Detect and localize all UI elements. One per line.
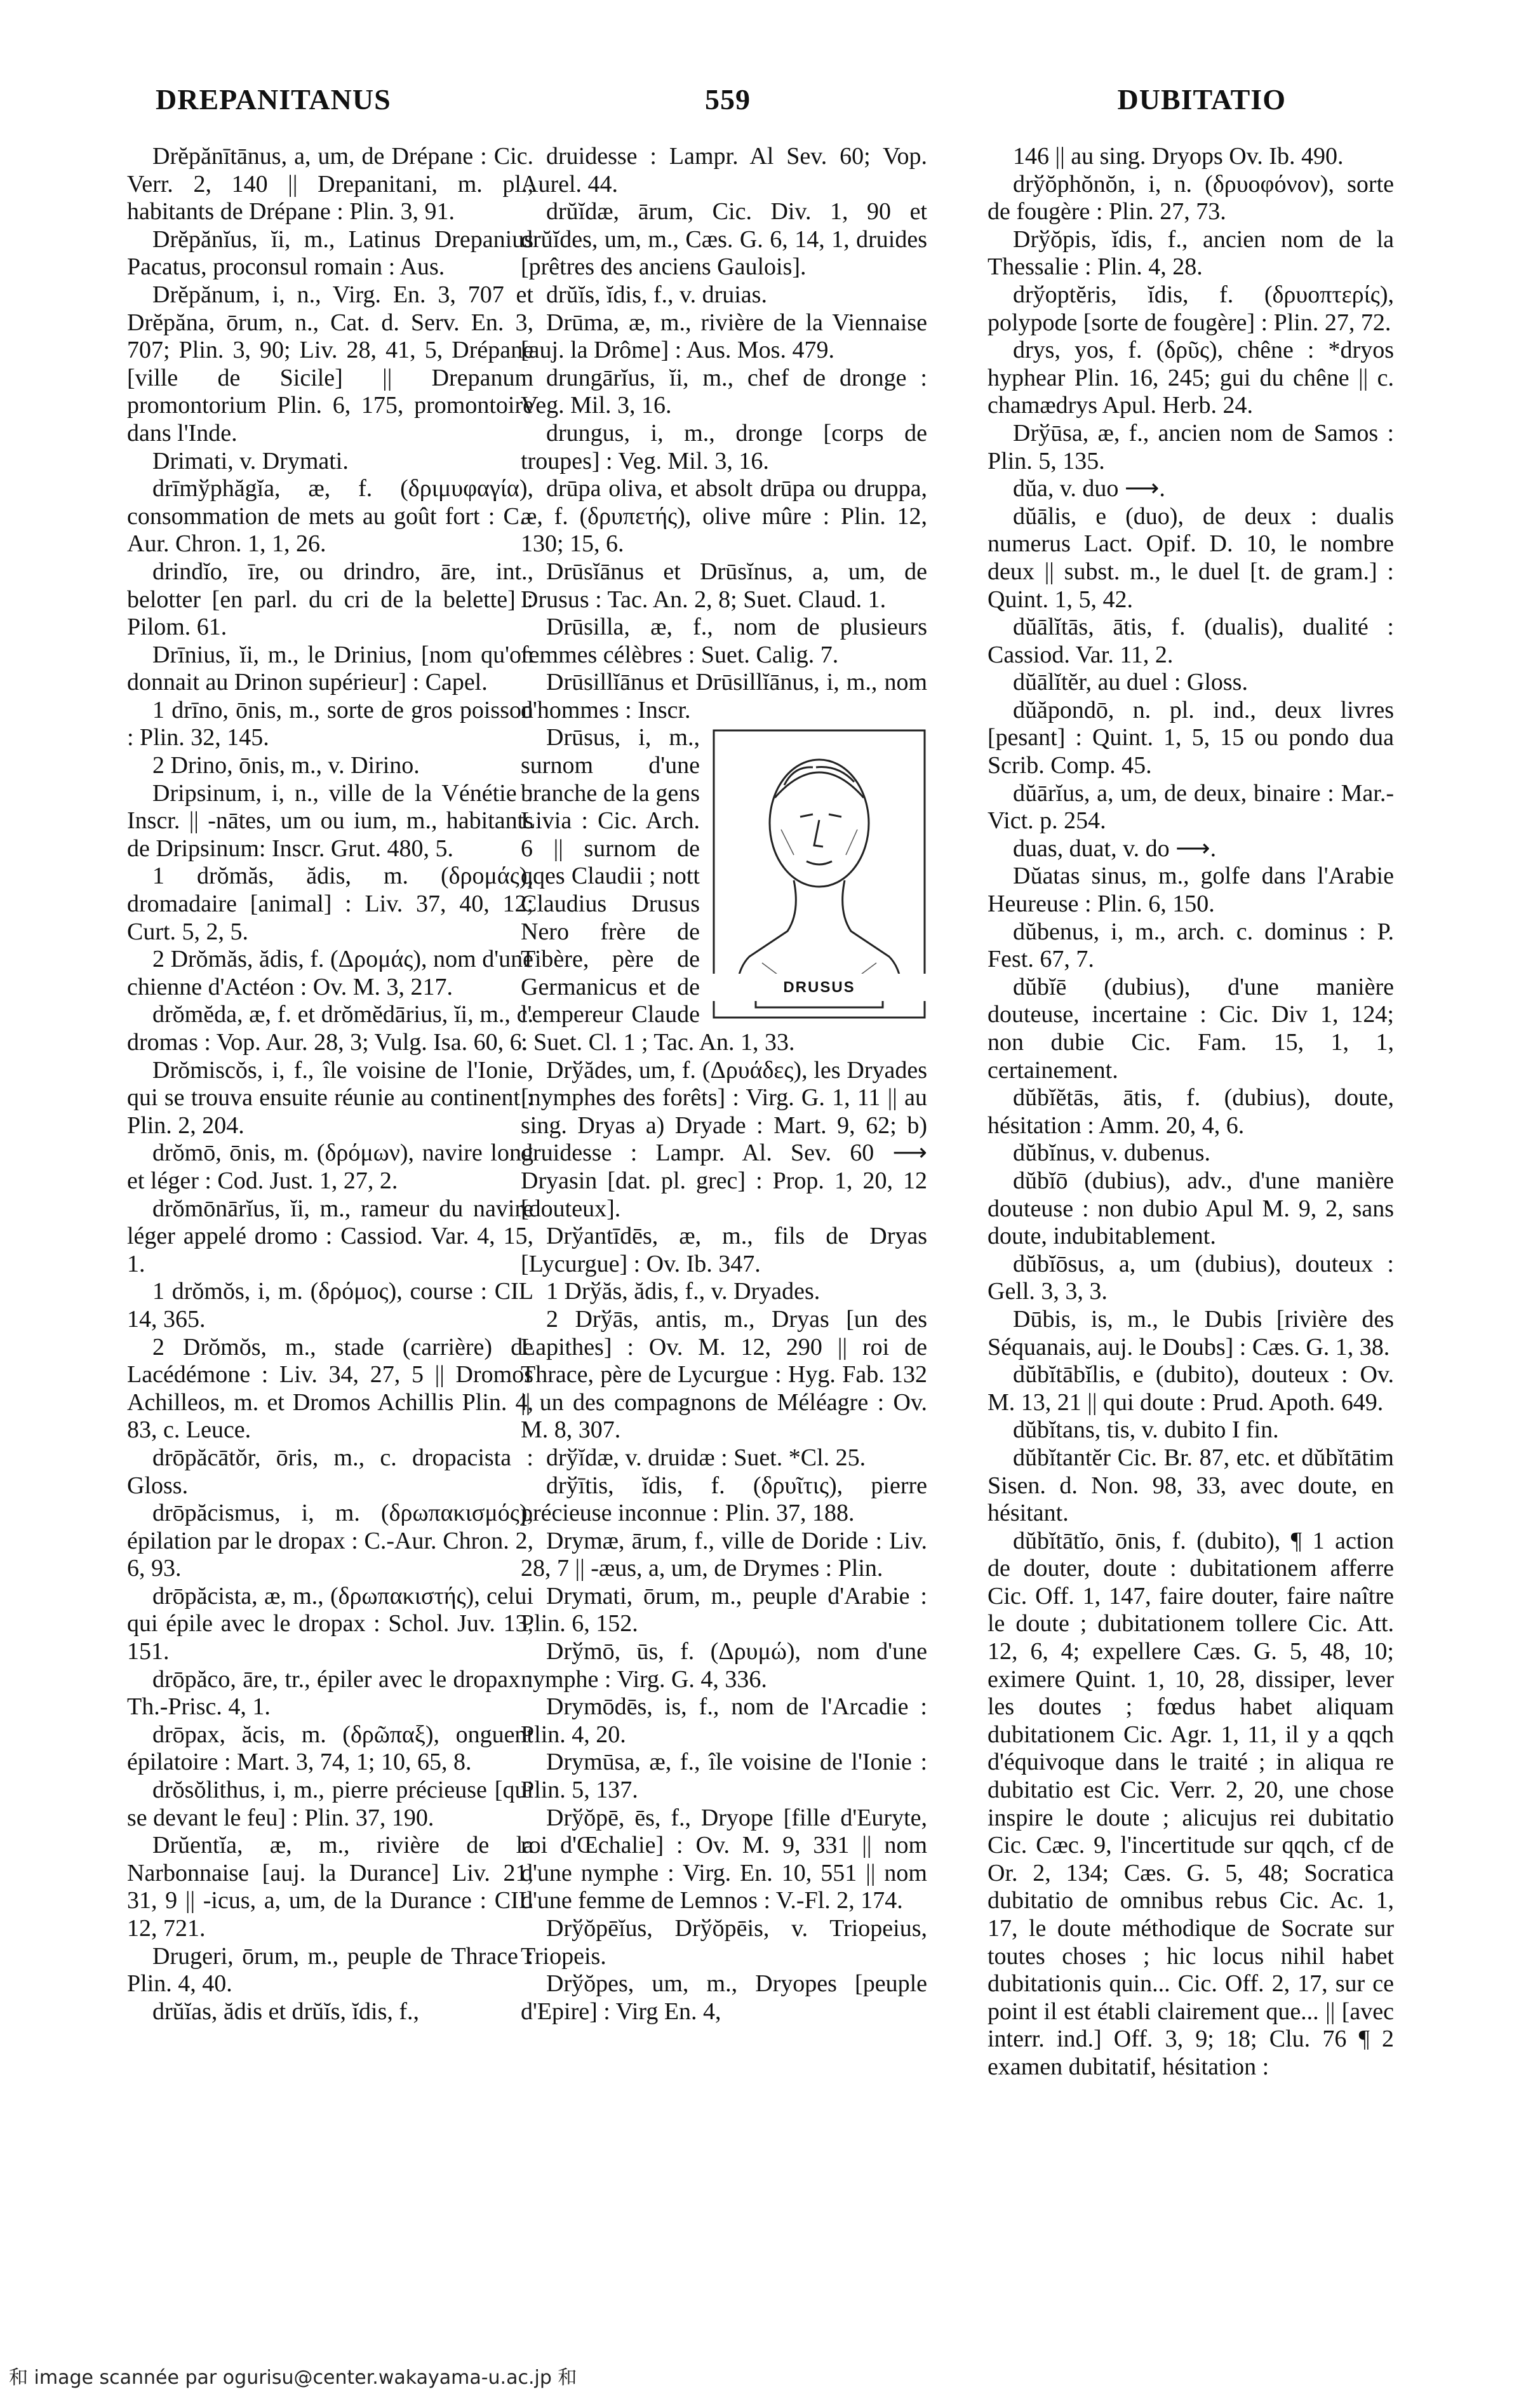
entry: Drūma, æ, m., rivière de la Viennaise [auj. la Drôme] : Aus. Mos. 479.: [521, 309, 927, 364]
entry: dŭbenus, i, m., arch. c. dominus : P. Fest. 67, 7.: [988, 918, 1394, 973]
entry: 1 drīno, ōnis, m., sorte de gros poisson : Plin. 32, 145.: [127, 696, 533, 751]
entry: 1 drŏmŏs, i, m. (δρόμος), course : CIL 14, 365.: [127, 1278, 533, 1333]
entry: Drўŏpes, um, m., Dryopes [peuple d'Epire] : Virg En. 4,: [521, 1970, 927, 2025]
entry: drōpăcismus, i, m. (δρωπακισμός), épilation par le dropax : C.-Aur. Chron. 2, 6, 93.: [127, 1500, 533, 1582]
entry: duas, duat, v. do ⟶.: [1013, 835, 1217, 862]
entry: drōpăcista, æ, m., (δρωπακιστής), celui qui épile avec le dropax : Schol. Juv. 13, 151.: [127, 1582, 533, 1665]
entry: drўītis, ĭdis, f. (δρυῖτις), pierre précieuse inconnue : Plin. 37, 188.: [521, 1472, 927, 1527]
entry: 1 Drўăs, ădis, f., v. Dryades.: [546, 1278, 820, 1305]
entry: dŭālĭtĕr, au duel : Gloss.: [1013, 669, 1248, 696]
entry: 2 Drŏmŏs, m., stade (carrière) de Lacédémone : Liv. 34, 27, 5 || Dromos Achilleos, m. et Dromos Achillis Plin. 4, 83, c. Leuce.: [127, 1333, 533, 1444]
entry: dŭăpondō, n. pl. ind., deux livres [pesant] : Quint. 1, 5, 15 ou pondo dua Scrib. Comp. 45.: [988, 696, 1394, 779]
entry: Drўŏpis, ĭdis, f., ancien nom de la Thessalie : Plin. 4, 28.: [988, 225, 1394, 281]
entry: Drymæ, ārum, f., ville de Doride : Liv. 28, 7 || -æus, a, um, de Drymes : Plin.: [521, 1527, 927, 1582]
entry: drўĭdæ, v. druidæ : Suet. *Cl. 25.: [546, 1444, 866, 1471]
running-head-left: DREPANITANUS: [156, 83, 391, 116]
entry: dŭālĭtās, ātis, f. (dualis), dualité : Cassiod. Var. 11, 2.: [988, 614, 1394, 668]
entry: 1 drŏmăs, ădis, m. (δρομάς), dromadaire [animal] : Liv. 37, 40, 12; Curt. 5, 2, 5.: [127, 863, 533, 945]
entry: drўoptĕris, ĭdis, f. (δρυοπτερίς), polypode [sorte de fougère] : Plin. 27, 72.: [988, 281, 1394, 336]
entry: Drūsilla, æ, f., nom de plusieurs femmes célèbres : Suet. Calig. 7.: [521, 614, 927, 668]
entry: drŏmō, ōnis, m. (δρόμων), navire long et léger : Cod. Just. 1, 27, 2.: [127, 1139, 533, 1194]
entry: drungus, i, m., dronge [corps de troupes] : Veg. Mil. 3, 16.: [521, 419, 927, 474]
running-head-right: DUBITATIO: [1117, 83, 1286, 116]
entry: drŭĭas, ădis et drŭĭs, ĭdis, f.,: [152, 1998, 420, 2025]
entry: drindĭo, īre, ou drindro, āre, int., belotter [en parl. du cri de la belette] : Pilom. 61.: [127, 558, 533, 641]
entry: Drymati, ōrum, m., peuple d'Arabie : Plin. 6, 152.: [521, 1582, 927, 1637]
entry: Drĕpănum, i, n., Virg. En. 3, 707 et Drĕpăna, ōrum, n., Cat. d. Serv. En. 3, 707; Plin. 3, 90; Liv. 28, 41, 5, Drépane [ville de Sicile] || Drepanum promontorium Plin. 6, 175, promontoire dans l'Inde.: [127, 281, 533, 447]
entry: Drŏmiscŏs, i, f., île voisine de l'Ionie, qui se trouva ensuite réunie au continent : Plin. 2, 204.: [127, 1056, 533, 1139]
entry: dŭbĭtans, tis, v. dubito I fin.: [1013, 1416, 1279, 1444]
entry: dŭbĭē (dubius), d'une manière douteuse, incertaine : Cic. Div 1, 124; non dubie Cic. Fam. 15, 1, 1, certainement.: [988, 973, 1394, 1084]
entry: drungārĭus, ĭi, m., chef de dronge : Veg. Mil. 3, 16.: [521, 364, 927, 419]
entry: drōpax, ăcis, m. (δρῶπαξ), onguent épilatoire : Mart. 3, 74, 1; 10, 65, 8.: [127, 1721, 533, 1776]
entry: drŏsŏlithus, i, m., pierre précieuse [qui se devant le feu] : Plin. 37, 190.: [127, 1777, 533, 1831]
entry: drŏmĕda, æ, f. et drŏmĕdārius, ĭi, m., c. dromas : Vop. Aur. 28, 3; Vulg. Isa. 60, 6.: [127, 1001, 533, 1056]
entry: drўŏphŏnŏn, i, n. (δρυοφόνον), sorte de fougère : Plin. 27, 73.: [988, 170, 1394, 225]
entry: dŭbĭtātĭo, ōnis, f. (dubito), ¶ 1 action de douter, doute : dubitationem afferre Cic. Off. 1, 147, faire douter, faire naître le doute ; dubitationem tollere Cic. Att. 12, 6, 4; expellere Cæs. G. 5, 48, 10; eximere Quint. 1, 10, 28, dissiper, lever les doutes ; fœdus habet aliquam dubitationem Cic. Agr. 1, 11, il y a qqch d'équivoque dans le traité ; in aliqua re dubitatio est Cic. Verr. 2, 20, une chose inspire le doute ; alicujus rei dubitatio Cic. Cæc. 9, l'incertitude sur qqch, cf de Or. 2, 134; Cæs. G. 5, 48; Socratica dubitatio de omnibus rebus Cic. Ac. 1, 17, le doute méthodique de Socrate sur toutes choses ; hic locus nihil habet dubitationis quin... Cic. Off. 2, 17, sur ce point il est établi clairement que... || [avec interr. ind.] Off. 3, 9; 18; Clu. 76 ¶ 2 examen dubitatif, hésitation :: [988, 1527, 1394, 2080]
entry: druidesse : Lampr. Al Sev. 60; Vop. Aurel. 44.: [521, 143, 927, 198]
entry: Dripsinum, i, n., ville de la Vénétie : Inscr. || -nātes, um ou ium, m., habitants de Dripsinum: Inscr. Grut. 480, 5.: [127, 779, 533, 862]
entry: Drўŏpēĭus, Drўŏpēis, v. Triopeius, Triopeis.: [521, 1915, 927, 1970]
entry: 146 || au sing. Dryops Ov. Ib. 490.: [1013, 143, 1344, 170]
entry: 2 Drino, ōnis, m., v. Dirino.: [152, 752, 420, 779]
entry: Drūsĭānus et Drūsĭnus, a, um, de Drusus : Tac. An. 2, 8; Suet. Claud. 1.: [521, 558, 927, 613]
entry: 2 Drўās, antis, m., Dryas [un des Lapithes] : Ov. M. 12, 290 || roi de Thrace, père de Lycurgue : Hyg. Fab. 132 || un des compagnons de Méléagre : Ov. M. 8, 307.: [521, 1305, 927, 1444]
entry: drōpăco, āre, tr., épiler avec le dropax : Th.-Prisc. 4, 1.: [127, 1665, 533, 1721]
entry: dŭa, v. duo ⟶.: [1013, 475, 1165, 502]
entry: 2 Drŏmăs, ădis, f. (Δρομάς), nom d'une chienne d'Actéon : Ov. M. 3, 217.: [127, 946, 533, 1000]
entry: Drĕpănītānus, a, um, de Drépane : Cic. Verr. 2, 140 || Drepanitani, m. pl., habitants de Drépane : Plin. 3, 91.: [127, 143, 533, 225]
entry: Drŭentĭa, æ, m., rivière de la Narbonnaise [auj. la Durance] Liv. 21, 31, 9 || -icus, a, um, de la Durance : CIL 12, 721.: [127, 1832, 533, 1942]
entry: drūpa oliva, et absolt drūpa ou druppa, æ, f. (δρυπετής), olive mûre : Plin. 12, 130; 15, 6.: [521, 475, 927, 558]
entry: dŭbĭnus, v. dubenus.: [1013, 1139, 1211, 1167]
entry: dŭbĭtantĕr Cic. Br. 87, etc. et dŭbĭtātim Sisen. d. Non. 98, 33, avec doute, en hésitant.: [988, 1444, 1394, 1527]
entry: Dūbis, is, m., le Dubis [rivière des Séquanais, auj. le Doubs] : Cæs. G. 1, 38.: [988, 1305, 1394, 1361]
entry: Drugeri, ōrum, m., peuple de Thrace : Plin. 4, 40.: [127, 1942, 533, 1998]
entry: dŭbĭōsus, a, um (dubius), douteux : Gell. 3, 3, 3.: [988, 1250, 1394, 1305]
entry: Drūsus, i, m., surnom d'une branche de la gens Livia : Cic. Arch. 6 || surnom de qqes Claudii ; nott Claudius Drusus Nero frère de Tibère, père de Germanicus et de l'empereur Claude : Suet. Cl. 1 ; Tac. An. 1, 33.: [521, 724, 795, 1056]
column-1: [127, 143, 533, 2026]
entry: drŭĭdæ, ārum, Cic. Div. 1, 90 et drŭĭdes, um, m., Cæs. G. 6, 14, 1, druides [prêtres des anciens Gaulois].: [521, 198, 927, 281]
entry: dŭbĭō (dubius), adv., d'une manière douteuse : non dubio Apul M. 9, 2, sans doute, indubitablement.: [988, 1167, 1394, 1250]
entry: drŏmōnārĭus, ĭi, m., rameur du navire léger appelé dromo : Cassiod. Var. 4, 15, 1.: [127, 1195, 533, 1277]
entry: dŭbĭtābĭlis, e (dubito), douteux : Ov. M. 13, 21 || qui doute : Prud. Apoth. 649.: [988, 1361, 1394, 1416]
entry: Drўŏpē, ēs, f., Dryope [fille d'Euryte, roi d'Œchalie] : Ov. M. 9, 331 || nom d'une nymphe : Virg. En. 10, 551 || nom d'une femme de Lemnos : V.-Fl. 2, 174.: [521, 1804, 927, 1914]
entry: Drўūsa, æ, f., ancien nom de Samos : Plin. 5, 135.: [988, 419, 1394, 474]
scan-credit-footer: 和 image scannée par ogurisu@center.wakayama-u.ac.jp 和: [9, 2367, 577, 2389]
entry: Drimati, v. Drymati.: [152, 447, 349, 474]
entry: dŭbĭĕtās, ātis, f. (dubius), doute, hésitation : Amm. 20, 4, 6.: [988, 1084, 1394, 1139]
entry: drŭĭs, ĭdis, f., v. druias.: [546, 281, 767, 308]
entry: Drĕpănĭus, ĭi, m., Latinus Drepanius Pacatus, proconsul romain : Aus.: [127, 225, 533, 281]
entry: dŭārĭus, a, um, de deux, binaire : Mar.-Vict. p. 254.: [988, 779, 1394, 835]
entry: Dŭatas sinus, m., golfe dans l'Arabie Heureuse : Plin. 6, 150.: [988, 863, 1394, 918]
drusus-bust-illustration: [711, 728, 927, 1020]
entry: dŭālis, e (duo), de deux : dualis numerus Lact. Opif. D. 10, le nombre deux || subst. m., le duel [t. de gram.] : Quint. 1, 5, 42.: [988, 502, 1394, 613]
page-number: 559: [705, 83, 751, 116]
entry: drīmўphăgĭa, æ, f. (δριμυφαγία), consommation de mets au goût fort : C.-Aur. Chron. 1, 1, 26.: [127, 475, 533, 558]
entry: drys, yos, f. (δρῦς), chêne : *dryos hyphear Plin. 16, 245; gui du chêne || c. chamædrys Apul. Herb. 24.: [988, 337, 1394, 419]
entry: Drīnius, ĭi, m., le Drinius, [nom qu'on donnait au Drinon supérieur] : Capel.: [127, 641, 533, 696]
column-2: [521, 143, 927, 2026]
column-3: [988, 143, 1394, 2081]
entry: Drўantīdēs, æ, m., fils de Dryas [Lycurgue] : Ov. Ib. 347.: [521, 1223, 927, 1277]
entry: drōpăcātŏr, ōris, m., c. dropacista : Gloss.: [127, 1444, 533, 1499]
entry: Drymūsa, æ, f., île voisine de l'Ionie : Plin. 5, 137.: [521, 1749, 927, 1804]
entry: Drūsillĭānus et Drūsillĭānus, i, m., nom d'hommes : Inscr.: [521, 669, 927, 723]
entry: Drўădes, um, f. (Δρυάδες), les Dryades [nymphes des forêts] : Virg. G. 1, 11 || au sing. Dryas a) Dryade : Mart. 9, 62; b) druidesse : Lampr. Al. Sev. 60 ⟶ Dryasin [dat. pl. grec] : Prop. 1, 20, 12 [douteux].: [521, 1056, 927, 1222]
illustration-caption: DRUSUS: [711, 974, 927, 1002]
entry: Drymōdēs, is, f., nom de l'Arcadie : Plin. 4, 20.: [521, 1693, 927, 1748]
entry: Drўmō, ūs, f. (Δρυμώ), nom d'une nymphe : Virg. G. 4, 336.: [521, 1638, 927, 1693]
